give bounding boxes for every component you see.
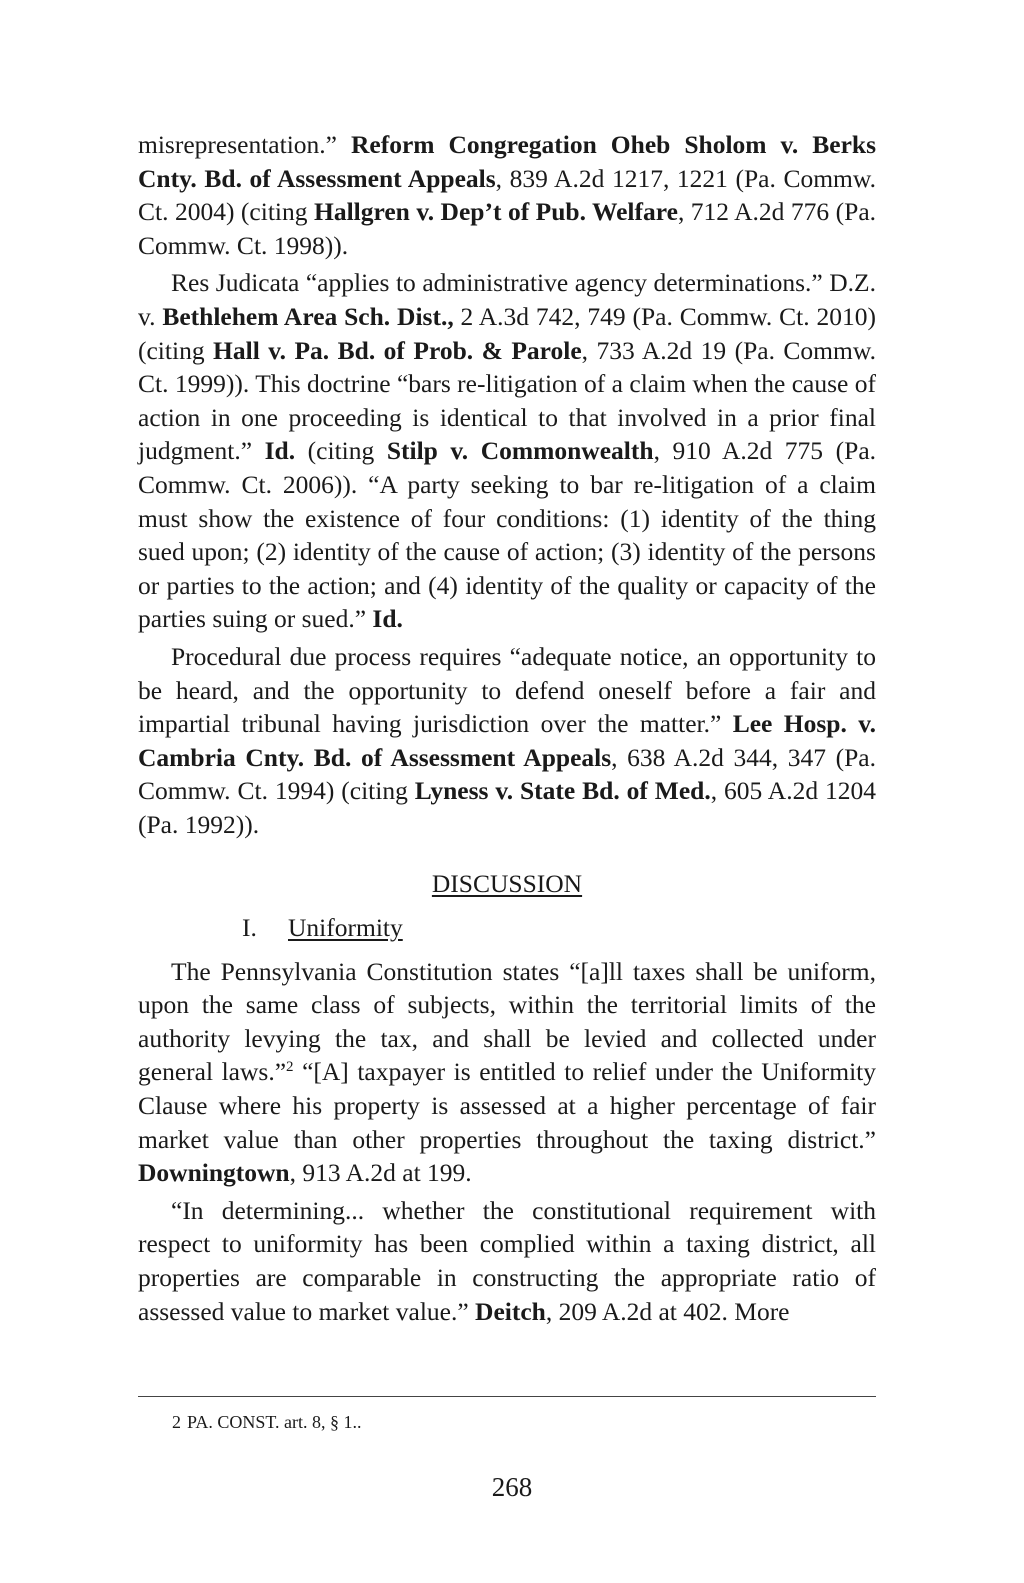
body-text: “In determining... whether the constitutional requirement with respect to uniformity has been complied within a taxing district, all properties are comparable in constructing the appropriate ratio of assessed value to market value.” [138, 1195, 876, 1326]
subsection-heading [242, 911, 876, 945]
footnote [172, 1410, 362, 1434]
subsection-number: I. [242, 913, 257, 943]
body-text: , 913 A.2d at 199. [289, 1158, 472, 1188]
footnote-number: 2 [172, 1412, 181, 1432]
case-citation: Stilp v. Commonwealth [386, 436, 654, 466]
body-text: , 209 A.2d at 402. More [545, 1296, 790, 1326]
footnote-text: PA. CONST. art. 8, § 1.. [187, 1412, 362, 1432]
case-citation: Hallgren v. Dep’t of Pub. Welfare [314, 197, 678, 227]
paragraph-determining-uniformity [138, 1194, 876, 1328]
body-text: , 605 A.2d 1204 (Pa. 1992)). [138, 776, 876, 839]
body-text: , 712 A.2d 776 (Pa. Commw. Ct. 1998)). [138, 197, 877, 260]
case-citation: Hall v. Pa. Bd. of Prob. & Parole [213, 335, 582, 365]
body-text: , 733 A.2d 19 (Pa. Commw. Ct. 1999)). This doctrine “bars re-litigation of a claim when the cause of action in one proceeding is identical to that involved in a prior final judgment.” [138, 335, 876, 466]
case-citation: Id. [372, 604, 403, 634]
body-text: 2 A.3d 742, 749 (Pa. Commw. Ct. 2010) (citing [138, 301, 876, 365]
body-text: Procedural due process requires “adequate notice, an opportunity to be heard, and the opportunity to defend oneself before a fair and impartial tribunal having jurisdiction over the matter.” [138, 641, 876, 739]
case-citation: Id. [264, 436, 296, 466]
case-citation: Reform Congregation Oheb Sholom v. Berks Cnty. Bd. of Assessment Appeals [138, 130, 876, 193]
uniformity-text-before-ref: The Pennsylvania Constitution states “[a]ll taxes shall be uniform, upon the same class of subjects, within the territorial limits of the authority levying the tax, and shall be levied and collected under general laws.” [138, 956, 876, 1087]
body-text: , 638 A.2d 344, 347 (Pa. Commw. Ct. 1994) (citing [138, 742, 877, 806]
footnote-reference[interactable]: 2 [286, 1059, 294, 1076]
footnote-divider [138, 1396, 876, 1397]
page-number: 268 [491, 1472, 533, 1502]
body-text: , 839 A.2d 1217, 1221 (Pa. Commw. Ct. 2004) (citing [138, 163, 876, 227]
case-citation: Deitch [475, 1296, 546, 1326]
body-text: misrepresentation.” [138, 130, 351, 159]
section-heading [138, 867, 876, 901]
case-citation: Bethlehem Area Sch. Dist., [162, 301, 454, 331]
paragraph-uniformity-clause [138, 955, 876, 1190]
section-heading-text: DISCUSSION [431, 869, 583, 899]
paragraph-res-judicata [138, 266, 876, 636]
case-citation: Lee Hosp. v. Cambria Cnty. Bd. of Assessment Appeals [138, 709, 876, 772]
body-text: Res Judicata “applies to administrative agency determinations.” D.Z. v. [138, 268, 876, 331]
paragraph-misrepresentation [138, 128, 876, 262]
case-citation: Downingtown [138, 1158, 290, 1188]
body-text: , 910 A.2d 775 (Pa. Commw. Ct. 2006)). “A party seeking to bar re-litigation of a claim must show the existence of four conditions: (1) identity of the thing sued upon; (2) identity of the cause of action; (3) identity of the persons or parties to the action; and (4) identity of the quality or capacity of the parties suing or sued.” [138, 436, 877, 634]
body-text: (citing [295, 436, 387, 466]
page-body [138, 128, 876, 1328]
case-citation: Lyness v. State Bd. of Med. [414, 776, 711, 806]
body-text: “[A] taxpayer is entitled to relief under the Uniformity Clause where his property is assessed at a higher percentage of fair market value than other properties throughout the taxing district.” [138, 1057, 876, 1154]
paragraph-due-process [138, 640, 876, 842]
subsection-title: Uniformity [288, 913, 403, 943]
